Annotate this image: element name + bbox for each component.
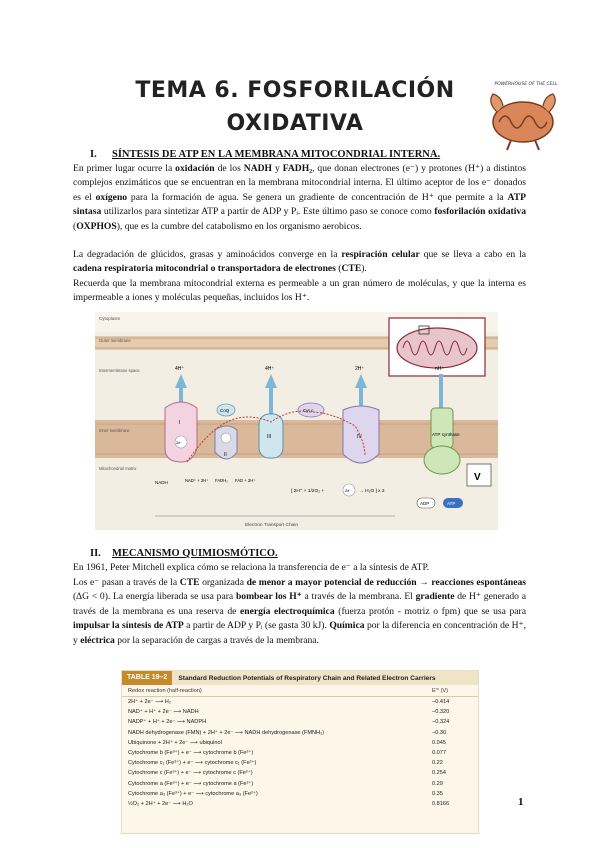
fadh2-label: FADH₂ xyxy=(215,478,228,483)
title-line-2: OXIDATIVA xyxy=(226,111,364,136)
reaction-cell: ½O₂ + 2H⁺ + 2e⁻ ⟶ H₂O xyxy=(128,800,193,807)
complex-ii-label: II xyxy=(224,452,227,458)
table-number: TABLE 19–2 xyxy=(122,671,172,685)
reaction-cell: Cytochrome c₁ (Fe³⁺) + e⁻ ⟶ cytochrome c₁ (Fe²⁺) xyxy=(128,760,257,767)
section-2-heading xyxy=(90,548,278,559)
complex-i xyxy=(165,402,197,462)
section-1-paragraph-1: En primer lugar ocurre la oxidación de los NADH y FADH₂, que donan electrones (e⁻) y protones (H⁺) a distintos complejos enzimáticos que se encuentran en la membrana mitocondrial interna. El último aceptor de los e⁻ donados es el oxígeno para la formación de agua. Se genera un gradiente de concentración de H⁺ que permite a la ATP sintasa utilizarlos para sintetizar ATP a partir de ADP y Pᵢ. Este último paso se conoce como fosforilación oxidativa (OXPHOS), que es la cumbre del catabolismo en los organismo aerobicos. xyxy=(73,163,527,232)
page-number: 1 xyxy=(518,796,524,808)
reaction-cell: Cytochrome a₃ (Fe³⁺) + e⁻ ⟶ cytochrome a₃ (Fe²⁺) xyxy=(128,790,258,797)
complex-v-label: V xyxy=(474,472,481,483)
logo-caption: POWERHOUSE OF THE CELL xyxy=(494,82,558,87)
section-1-paragraph-2: La degradación de glúcidos, grasas y aminoácidos converge en la respiración celular que se lleva a cabo en la cadena respiratoria mitocondrial o transportadora de electrones (CTE). xyxy=(73,249,527,275)
table-row xyxy=(122,717,478,727)
reaction-cell: Ubiquinone + 2H⁺ + 2e⁻ ⟶ ubiquinol xyxy=(128,739,222,746)
atp-synthase-stalk xyxy=(431,408,453,448)
table-row xyxy=(122,728,478,738)
proton-label-1: 4H⁺ xyxy=(175,366,185,372)
potential-cell: 0.254 xyxy=(432,770,446,777)
reaction-cell: NAD⁺ + H⁺ + 2e⁻ ⟶ NADH xyxy=(128,709,199,716)
reaction-cell: 2H⁺ + 2e⁻ ⟶ H₂ xyxy=(128,699,171,705)
potential-cell: −0.30 xyxy=(432,729,447,736)
potential-cell: 0.077 xyxy=(432,749,446,756)
complex-iv-label: IV xyxy=(357,434,362,440)
fad-label: FAD + 2H⁺ xyxy=(235,478,256,483)
potential-cell: −0.414 xyxy=(432,699,450,705)
mitochondria-mascot-icon xyxy=(483,82,569,154)
section-2-title: MECANISMO QUIMIOSMÓTICO. xyxy=(112,548,278,559)
potential-cell: −0.320 xyxy=(432,709,450,716)
complex-i-label: I xyxy=(179,420,181,426)
reaction-cell: NADP⁺ + H⁺ + 2e⁻ ⟶ NADPH xyxy=(128,719,207,726)
complex-i-electron: 2e⁻ xyxy=(176,440,183,445)
reaction-cell: NADH dehydrogenase (FMN) + 2H⁺ + 2e⁻ ⟶ NADH dehydrogenase (FMNH₂) xyxy=(128,729,325,736)
table-row xyxy=(122,748,478,758)
table-header xyxy=(122,671,478,685)
mitochondria-cartoon-logo xyxy=(483,82,569,154)
water-equation-electrons: 2e⁻ xyxy=(345,488,352,493)
proton-label-4: nH⁺ xyxy=(435,366,445,372)
mitochondrial-matrix-label: Mitochondrial matrix xyxy=(99,466,137,471)
potential-cell: 0.35 xyxy=(432,790,443,797)
inner-membrane-label: Inner membrane xyxy=(99,428,130,433)
nadh-label: NADH xyxy=(155,480,168,485)
water-equation-right: → H₂O ] x 2 xyxy=(359,489,385,494)
table-row xyxy=(122,707,478,717)
table-row xyxy=(122,738,478,748)
table-row xyxy=(122,758,478,768)
electron-transport-chain-figure xyxy=(95,312,498,530)
section-1-number: I. xyxy=(90,149,97,160)
atp-label: ATP xyxy=(447,501,456,506)
reduction-potentials-table xyxy=(121,670,479,834)
proton-label-3: 2H⁺ xyxy=(355,366,365,372)
atp-synthase-label: ATP synthase xyxy=(432,432,460,437)
potential-cell: 0.8166 xyxy=(432,800,450,807)
table-body xyxy=(122,697,478,809)
section-1-heading xyxy=(90,149,440,160)
table-row xyxy=(122,789,478,799)
table-title: Standard Reduction Potentials of Respiratory Chain and Related Electron Carriers xyxy=(178,674,436,682)
reaction-cell: Cytochrome a (Fe³⁺) + e⁻ ⟶ cytochrome a (Fe²⁺) xyxy=(128,780,254,787)
proton-label-2: 4H⁺ xyxy=(265,366,275,372)
table-row xyxy=(122,779,478,789)
table-row xyxy=(122,799,478,809)
adp-label: ADP xyxy=(420,501,430,506)
coq-label: CoQ xyxy=(220,408,230,413)
section-1-paragraph-3: Recuerda que la membrana mitocondrial externa es permeable a un gran número de moléculas, y que la interna es impermeable a iones y moléculas pequeñas, incluidos los H⁺. xyxy=(73,278,526,304)
atp-synthase-head xyxy=(424,446,460,474)
potential-cell: 0.29 xyxy=(432,780,443,787)
reaction-cell: Cytochrome c (Fe³⁺) + e⁻ ⟶ cytochrome c (Fe²⁺) xyxy=(128,770,253,777)
reaction-cell: Cytochrome b (Fe³⁺) + e⁻ ⟶ cytochrome b (Fe²⁺) xyxy=(128,749,254,756)
column-header-reaction: Redox reaction (half-reaction) xyxy=(128,688,202,694)
table-row xyxy=(122,697,478,707)
etc-label: Electron Transport Chain xyxy=(245,523,299,528)
page-title xyxy=(110,74,480,140)
water-equation-left: [ 2H⁺ + 1/2O₂ + xyxy=(291,489,325,494)
table-row xyxy=(122,768,478,778)
intermembrane-space-label: Intermembrane space xyxy=(99,368,140,373)
title-line-1: TEMA 6. FOSFORILACIÓN xyxy=(135,78,455,103)
complex-iii-label: III xyxy=(267,434,272,440)
section-2-paragraph-2: Los e⁻ pasan a través de la CTE organizada de menor a mayor potencial de reducción → reacciones espontáneas (∆G < 0). La energía liberada se usa para bombear los H⁺ a través de la membrana. El gradiente de H⁺ generado a través de la membrana es una reserva de energía electroquímica (fuerza protón - motriz o fpm) que se usa para impulsar la síntesis de ATP a partir de ADP y Pᵢ (se gasta 30 kJ). Química por la diferencia en concentración de H⁺, y eléctrica por la separación de cargas a través de la membrana. xyxy=(73,577,526,646)
section-2-paragraph-1: En 1961, Peter Mitchell explica cómo se relaciona la transferencia de e⁻ a la síntesis de ATP. xyxy=(73,562,430,573)
section-1-title: SÍNTESIS DE ATP EN LA MEMBRANA MITOCONDRIAL INTERNA. xyxy=(112,149,441,160)
outer-membrane-label: Outer membrane xyxy=(99,338,131,343)
table-column-headers xyxy=(122,685,478,697)
column-header-potential: E′° (V) xyxy=(432,688,449,694)
cyt-c-label: Cyt c xyxy=(303,408,314,413)
nad-label: NAD⁺ + 2H⁺ xyxy=(185,478,209,483)
potential-cell: −0.324 xyxy=(432,719,450,726)
section-2-number: II. xyxy=(90,548,101,559)
cytoplasm-label: Cytoplasm xyxy=(99,316,121,321)
potential-cell: 0.22 xyxy=(432,760,443,767)
potential-cell: 0.045 xyxy=(432,739,446,746)
